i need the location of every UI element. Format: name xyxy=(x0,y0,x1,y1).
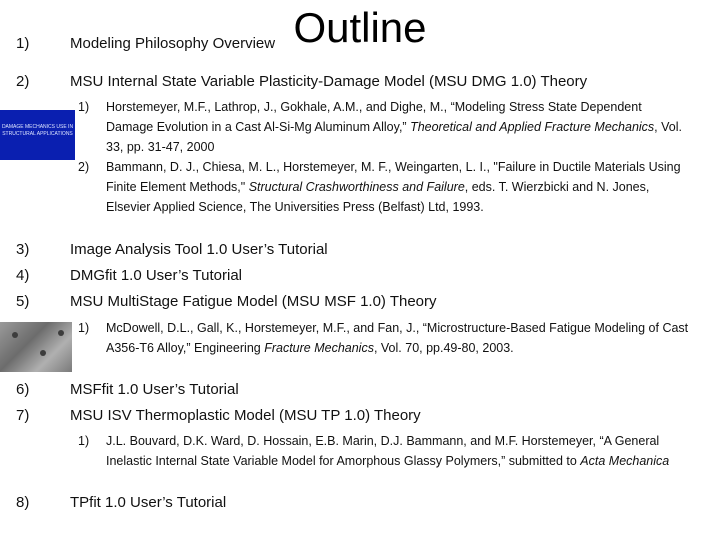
item-number: 6) xyxy=(16,381,30,398)
reference-text xyxy=(78,431,690,471)
item-number: 3) xyxy=(16,241,30,258)
reference-number: 2) xyxy=(78,160,90,174)
item-number: 1) xyxy=(16,35,30,52)
item-text: MSFfit 1.0 User’s Tutorial xyxy=(70,381,239,398)
item-number: 5) xyxy=(16,293,30,310)
damage-mechanics-thumbnail xyxy=(0,110,75,160)
reference-journal: Structural Crashworthiness and Failure xyxy=(248,180,465,194)
microstructure-speck xyxy=(12,332,18,338)
reference-journal: Acta Mechanica xyxy=(580,454,670,468)
item-text: MSU Internal State Variable Plasticity-Damage Model (MSU DMG 1.0) Theory xyxy=(70,73,588,90)
item-text: MSU MultiStage Fatigue Model (MSU MSF 1.0) Theory xyxy=(70,293,437,310)
reference-details: , eds. T. Wierzbicki and N. Jones, Elsevier Applied Science, The Universities Press (Belfast) Ltd, 1993. xyxy=(106,180,650,214)
reference-text xyxy=(78,97,690,157)
item-number: 8) xyxy=(16,494,30,511)
item-number: 4) xyxy=(16,267,30,284)
reference-text xyxy=(78,318,690,358)
outline-item-4 xyxy=(16,266,242,286)
item-text: Modeling Philosophy Overview xyxy=(70,35,276,52)
reference-number: 1) xyxy=(78,434,90,448)
reference-journal: Theoretical and Applied Fracture Mechanics xyxy=(410,120,655,134)
reference-authors-title: J.L. Bouvard, D.K. Ward, D. Hossain, E.B. Marin, D.J. Bammann, and M.F. Horstemeyer, “A General Inelastic Internal State Variable Model for Amorphous Glassy Polymers,” submitted to xyxy=(106,434,660,468)
reference-msf-1 xyxy=(78,318,690,358)
outline-item-2 xyxy=(16,72,587,92)
reference-journal: Fracture Mechanics xyxy=(264,341,374,355)
reference-authors-title: Bammann, D. J., Chiesa, M. L., Horstemeyer, M. F., Weingarten, L. I., "Failure in Ductile Materials Using Finite Element Methods," xyxy=(106,160,681,194)
page-title: Outline xyxy=(293,4,427,51)
item-text: Image Analysis Tool 1.0 User’s Tutorial xyxy=(70,241,328,258)
reference-dmg-1 xyxy=(78,97,690,157)
reference-text xyxy=(78,157,690,217)
outline-item-3 xyxy=(16,240,328,260)
reference-number: 1) xyxy=(78,321,90,335)
outline-item-8 xyxy=(16,493,226,513)
reference-dmg-2 xyxy=(78,157,690,217)
item-number: 2) xyxy=(16,73,30,90)
item-text: DMGfit 1.0 User’s Tutorial xyxy=(70,267,242,284)
microstructure-thumbnail xyxy=(0,322,72,372)
item-number: 7) xyxy=(16,407,30,424)
thumbnail-caption: DAMAGE MECHANICS USE IN STRUCTURAL APPLICATIONS xyxy=(1,124,74,137)
outline-item-1 xyxy=(16,34,275,54)
reference-number: 1) xyxy=(78,100,90,114)
item-text: TPfit 1.0 User’s Tutorial xyxy=(70,494,227,511)
reference-tp-1 xyxy=(78,431,690,471)
reference-details: , Vol. 33, pp. 31-47, 2000 xyxy=(106,120,682,154)
microstructure-speck xyxy=(58,330,64,336)
outline-item-5 xyxy=(16,292,437,312)
reference-details: , Vol. 70, pp.49-80, 2003. xyxy=(373,341,514,355)
microstructure-speck xyxy=(40,350,46,356)
item-text: MSU ISV Thermoplastic Model (MSU TP 1.0) Theory xyxy=(70,407,421,424)
reference-authors-title: Horstemeyer, M.F., Lathrop, J., Gokhale, A.M., and Dighe, M., “Modeling Stress State Dependent Damage Evolution in a Cast Al-Si-Mg Aluminum Alloy,” xyxy=(106,100,642,134)
outline-item-6 xyxy=(16,380,239,400)
outline-item-7 xyxy=(16,406,421,426)
reference-authors-title: McDowell, D.L., Gall, K., Horstemeyer, M.F., and Fan, J., “Microstructure-Based Fatigue Modeling of Cast A356-T6 Alloy,” Engineering xyxy=(106,321,689,355)
